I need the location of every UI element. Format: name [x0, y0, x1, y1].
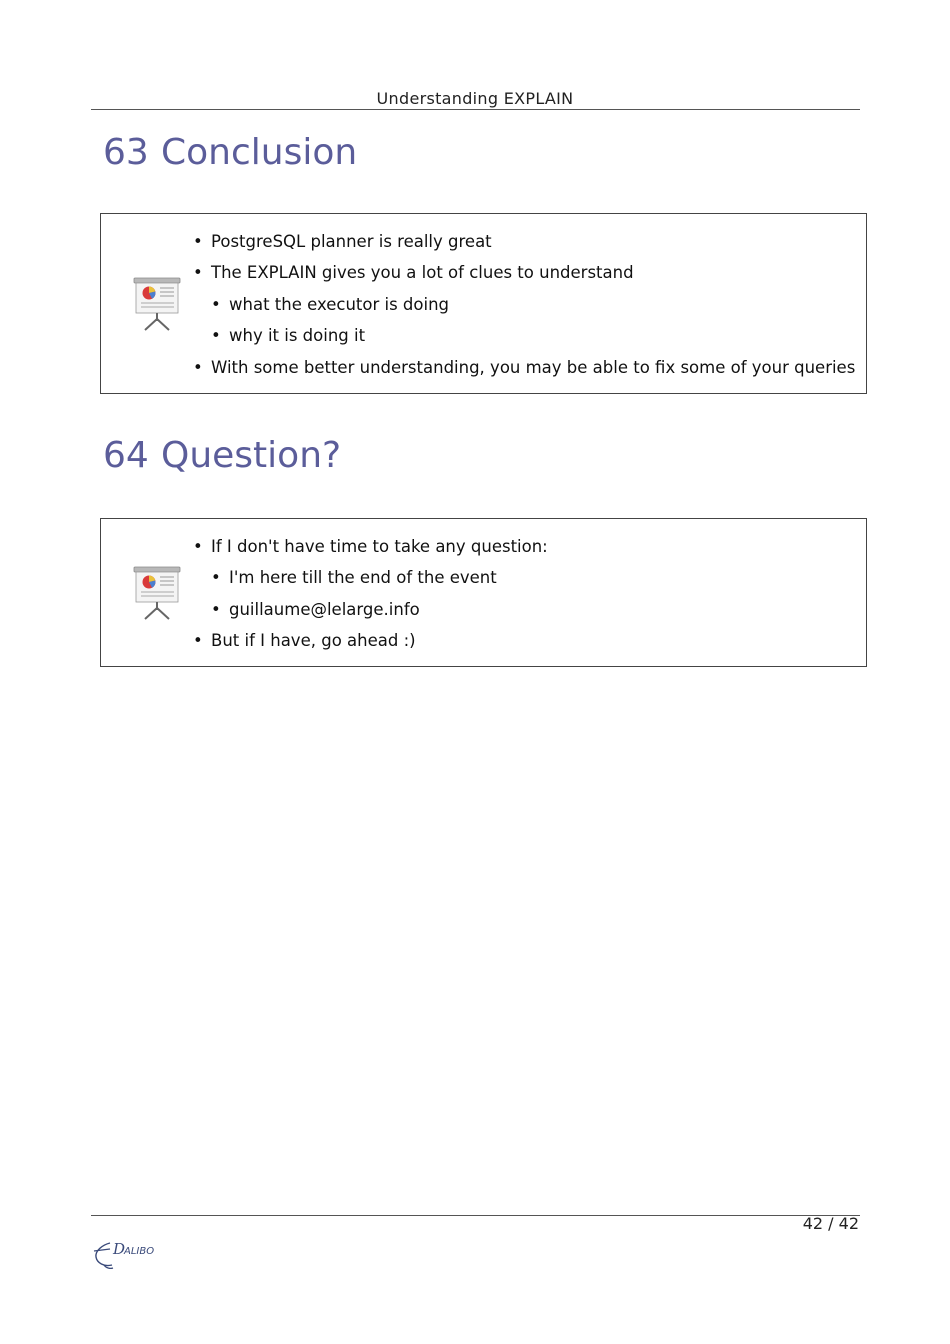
section-heading-conclusion: [103, 133, 357, 173]
list-item: • The EXPLAIN gives you a lot of clues to understand: [193, 257, 855, 288]
header-rule: [91, 109, 860, 110]
section-number: 64: [103, 435, 149, 476]
list-item-sub: • I'm here till the end of the event: [211, 562, 548, 593]
slide-box-conclusion: [100, 213, 867, 394]
list-item-sub: • what the executor is doing: [211, 289, 855, 320]
section-title: Conclusion: [161, 132, 358, 173]
presentation-easel-icon: [131, 563, 183, 621]
logo-lettering: D: [113, 1240, 126, 1258]
list-item: • But if I have, go ahead :): [193, 625, 548, 656]
document-title: Understanding EXPLAIN: [376, 89, 574, 108]
conclusion-bullet-list: [193, 226, 855, 383]
page-number: 42 / 42: [802, 1214, 859, 1233]
section-title: Question?: [161, 435, 342, 476]
dalibo-logo: [90, 1235, 164, 1271]
footer-rule: [91, 1215, 860, 1216]
section-number: 63: [103, 132, 149, 173]
list-item: • If I don't have time to take any question:: [193, 531, 548, 562]
list-item-sub: • why it is doing it: [211, 320, 855, 351]
presentation-easel-icon: [131, 274, 183, 332]
question-bullet-list: [193, 531, 548, 657]
list-item: • PostgreSQL planner is really great: [193, 226, 855, 257]
list-item-sub: • guillaume@lelarge.info: [211, 594, 548, 625]
svg-text:ALIBO: ALIBO: [124, 1246, 155, 1257]
slide-box-question: [100, 518, 867, 667]
section-heading-question: [103, 436, 341, 476]
list-item: • With some better understanding, you may be able to fix some of your queries: [193, 352, 855, 383]
